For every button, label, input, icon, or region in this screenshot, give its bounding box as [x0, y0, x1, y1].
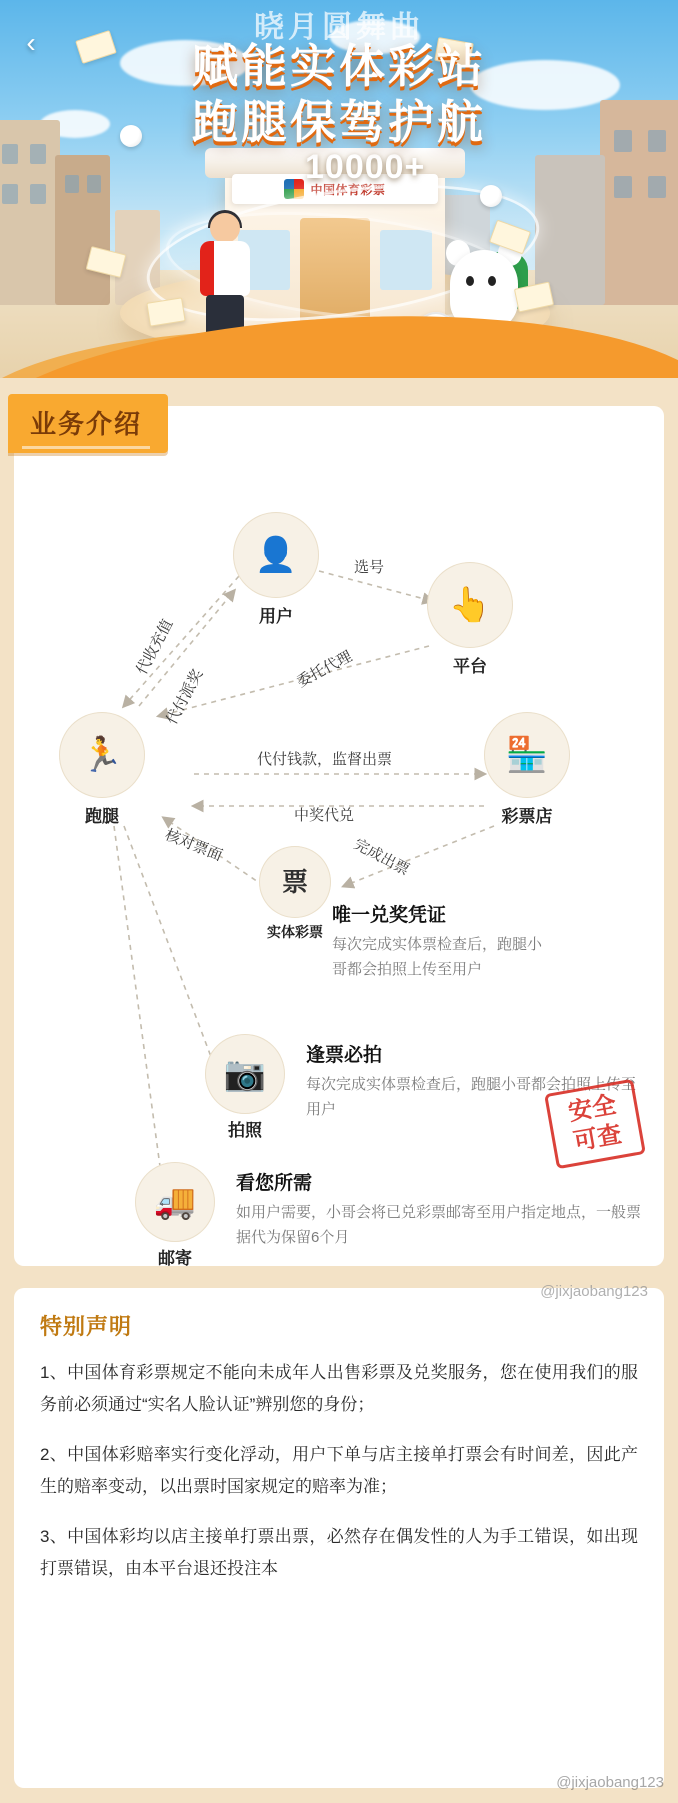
- statement-paragraph-1: 1、中国体育彩票规定不能向未成年人出售彩票及兑奖服务，您在使用我们的服务前必须通过“实名人脸认证”辨别您的身份；: [40, 1363, 638, 1414]
- special-statement-card: [14, 1288, 664, 1788]
- stamp-line2: 可查: [571, 1120, 624, 1156]
- edge-label-complete-ticket: 完成出票: [351, 835, 413, 879]
- diagram-node-photo: [205, 1034, 285, 1114]
- diagram-node-user: [233, 512, 319, 598]
- runner-icon: 🏃: [80, 736, 124, 774]
- diagram-node-physical-ticket-label: 实体彩票: [267, 924, 323, 940]
- diagram-node-mail: [135, 1162, 215, 1242]
- stamp-line1: 安全: [566, 1091, 619, 1127]
- truck-icon: 🚚: [153, 1183, 197, 1221]
- building: [55, 155, 110, 305]
- edge-label-entrust-agency: 委托代理: [293, 647, 355, 691]
- diagram-node-physical-ticket: [259, 846, 331, 918]
- diagram-node-platform-label: 平台: [453, 657, 487, 676]
- section-title-business-intro: [8, 394, 168, 453]
- store-sign-text: 中国体育彩票: [310, 182, 386, 197]
- shop-icon: 🏪: [505, 736, 549, 774]
- statement-paragraph-3: 3、中国体彩均以店主接单打票出票，必然存在偶发性的人为手工错误，如出现打票错误，由本平台退还投注本: [40, 1527, 638, 1578]
- content-background: [0, 378, 678, 1803]
- count-badge: 10000+: [305, 148, 426, 186]
- edge-label-select-number: 选号: [354, 559, 385, 576]
- hero-title-line1: 赋能实体彩站: [192, 40, 486, 92]
- feature-text-photo-every-ticket: 每次完成实体票检查后，跑腿小哥都会拍照上传至用户: [306, 1076, 637, 1118]
- statement-paragraph-2: 2、中国体彩赔率实行变化浮动，用户下单与店主接单打票会有时间差，因此产生的赔率变动，以出票时国家规定的赔率为准；: [40, 1445, 638, 1496]
- diagram-node-runner: [59, 712, 145, 798]
- title-underline: [22, 446, 150, 449]
- football-icon: [480, 185, 502, 207]
- diagram-node-photo-label: 拍照: [228, 1121, 262, 1140]
- hero-title: [0, 38, 678, 150]
- business-intro-card: [14, 406, 664, 1266]
- hero-banner: [0, 0, 678, 400]
- edge-label-pay-prize: 代付派奖: [163, 666, 207, 728]
- feature-title-unique-voucher: 唯一兑奖凭证: [332, 905, 447, 926]
- diagram-node-platform: [427, 562, 513, 648]
- hero-title-line2: 跑腿保驾护航: [192, 96, 486, 148]
- chevron-left-icon: ‹: [26, 27, 36, 58]
- feature-text-unique-voucher: 每次完成实体票检查后，跑腿小哥都会拍照上传至用户: [332, 936, 543, 978]
- feature-title-as-you-need: 看您所需: [236, 1173, 313, 1194]
- watermark-top: 晓月圆舞曲: [254, 11, 424, 44]
- tap-hand-icon: 👆: [448, 586, 492, 624]
- ticket-icon: 票: [281, 867, 308, 897]
- diagram-node-shop: [484, 712, 570, 798]
- camera-icon: 📷: [223, 1055, 267, 1093]
- feature-text-as-you-need: 如用户需要，小哥会将已兑彩票邮寄至用户指定地点，一般票据代为保留6个月: [236, 1204, 642, 1246]
- edge-label-collect-topup: 代收充值: [133, 616, 177, 678]
- edge-label-pay-and-supervise: 代付钱款，监督出票: [257, 751, 393, 768]
- statement-title: 特别声明: [40, 1314, 133, 1339]
- feature-title-photo-every-ticket: 逢票必拍: [306, 1045, 383, 1066]
- user-icon: 👤: [254, 536, 298, 574]
- section-title-text: 业务介绍: [30, 409, 143, 439]
- back-button[interactable]: [14, 26, 48, 60]
- watermark-middle: @jixjaobang123: [540, 1283, 648, 1300]
- diagram-node-user-label: 用户: [259, 607, 293, 626]
- diagram-node-runner-label: 跑腿: [85, 807, 119, 826]
- watermark-bottom: @jixjaobang123: [556, 1774, 664, 1791]
- safety-verified-stamp: [544, 1079, 646, 1169]
- edge-label-check-ticket: 核对票面: [162, 826, 225, 865]
- edge-label-prize-redeem: 中奖代兑: [294, 807, 355, 824]
- diagram-node-mail-label: 邮寄: [158, 1249, 192, 1268]
- diagram-node-shop-label: 彩票店: [501, 807, 553, 826]
